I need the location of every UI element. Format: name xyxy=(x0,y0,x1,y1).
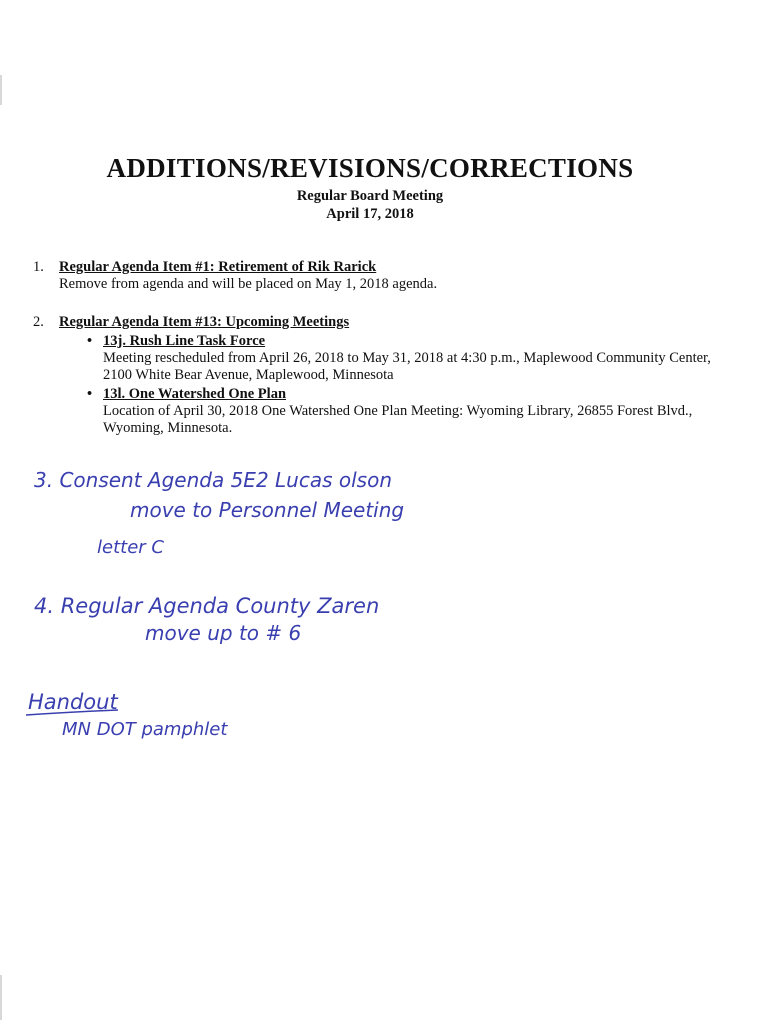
item-heading: Regular Agenda Item #13: Upcoming Meetings xyxy=(59,314,350,330)
sub-item-13j xyxy=(87,333,733,384)
meeting-date: April 17, 2018 xyxy=(326,206,414,222)
document-title: ADDITIONS/REVISIONS/CORRECTIONS xyxy=(106,153,634,183)
bullet-icon: • xyxy=(87,386,93,402)
handwritten-note-3-detail: move to Personnel Meeting xyxy=(130,498,405,522)
scan-edge-mark xyxy=(0,75,2,105)
sub-item-body: Meeting rescheduled from April 26, 2018 to May 31, 2018 at 4:30 p.m., Maplewood Community Center, 2100 White Bear Avenue, Maplewood, Minnesota xyxy=(103,350,711,383)
item-heading: Regular Agenda Item #1: Retirement of Rik Rarick xyxy=(59,259,377,275)
sub-item-heading: 13j. Rush Line Task Force xyxy=(103,333,266,349)
handwritten-note-3: 3. Consent Agenda 5E2 Lucas olson xyxy=(34,468,392,492)
agenda-item-1 xyxy=(33,259,733,293)
sub-item-13l xyxy=(87,386,733,437)
scan-edge-mark xyxy=(0,975,2,1020)
bullet-icon: • xyxy=(87,333,93,349)
handwritten-notes xyxy=(0,455,770,755)
handwritten-note-4: 4. Regular Agenda County Zaren xyxy=(34,594,380,618)
handwritten-note-4-detail: move up to # 6 xyxy=(145,621,302,645)
sub-item-heading: 13l. One Watershed One Plan xyxy=(103,386,287,402)
sub-item-body: Location of April 30, 2018 One Watershed One Plan Meeting: Wyoming Library, 26855 Forest Blvd., Wyoming, Minnesota. xyxy=(103,403,693,436)
agenda-item-2 xyxy=(33,314,733,437)
meeting-name: Regular Board Meeting xyxy=(296,188,444,204)
handwritten-note-3-letter: letter C xyxy=(97,537,164,558)
item-body: Remove from agenda and will be placed on May 1, 2018 agenda. xyxy=(59,276,438,292)
handout-title: Handout xyxy=(28,690,118,714)
item-number: 2. xyxy=(33,314,44,330)
handout-note: MN DOT pamphlet xyxy=(62,719,228,740)
item-number: 1. xyxy=(33,259,44,275)
